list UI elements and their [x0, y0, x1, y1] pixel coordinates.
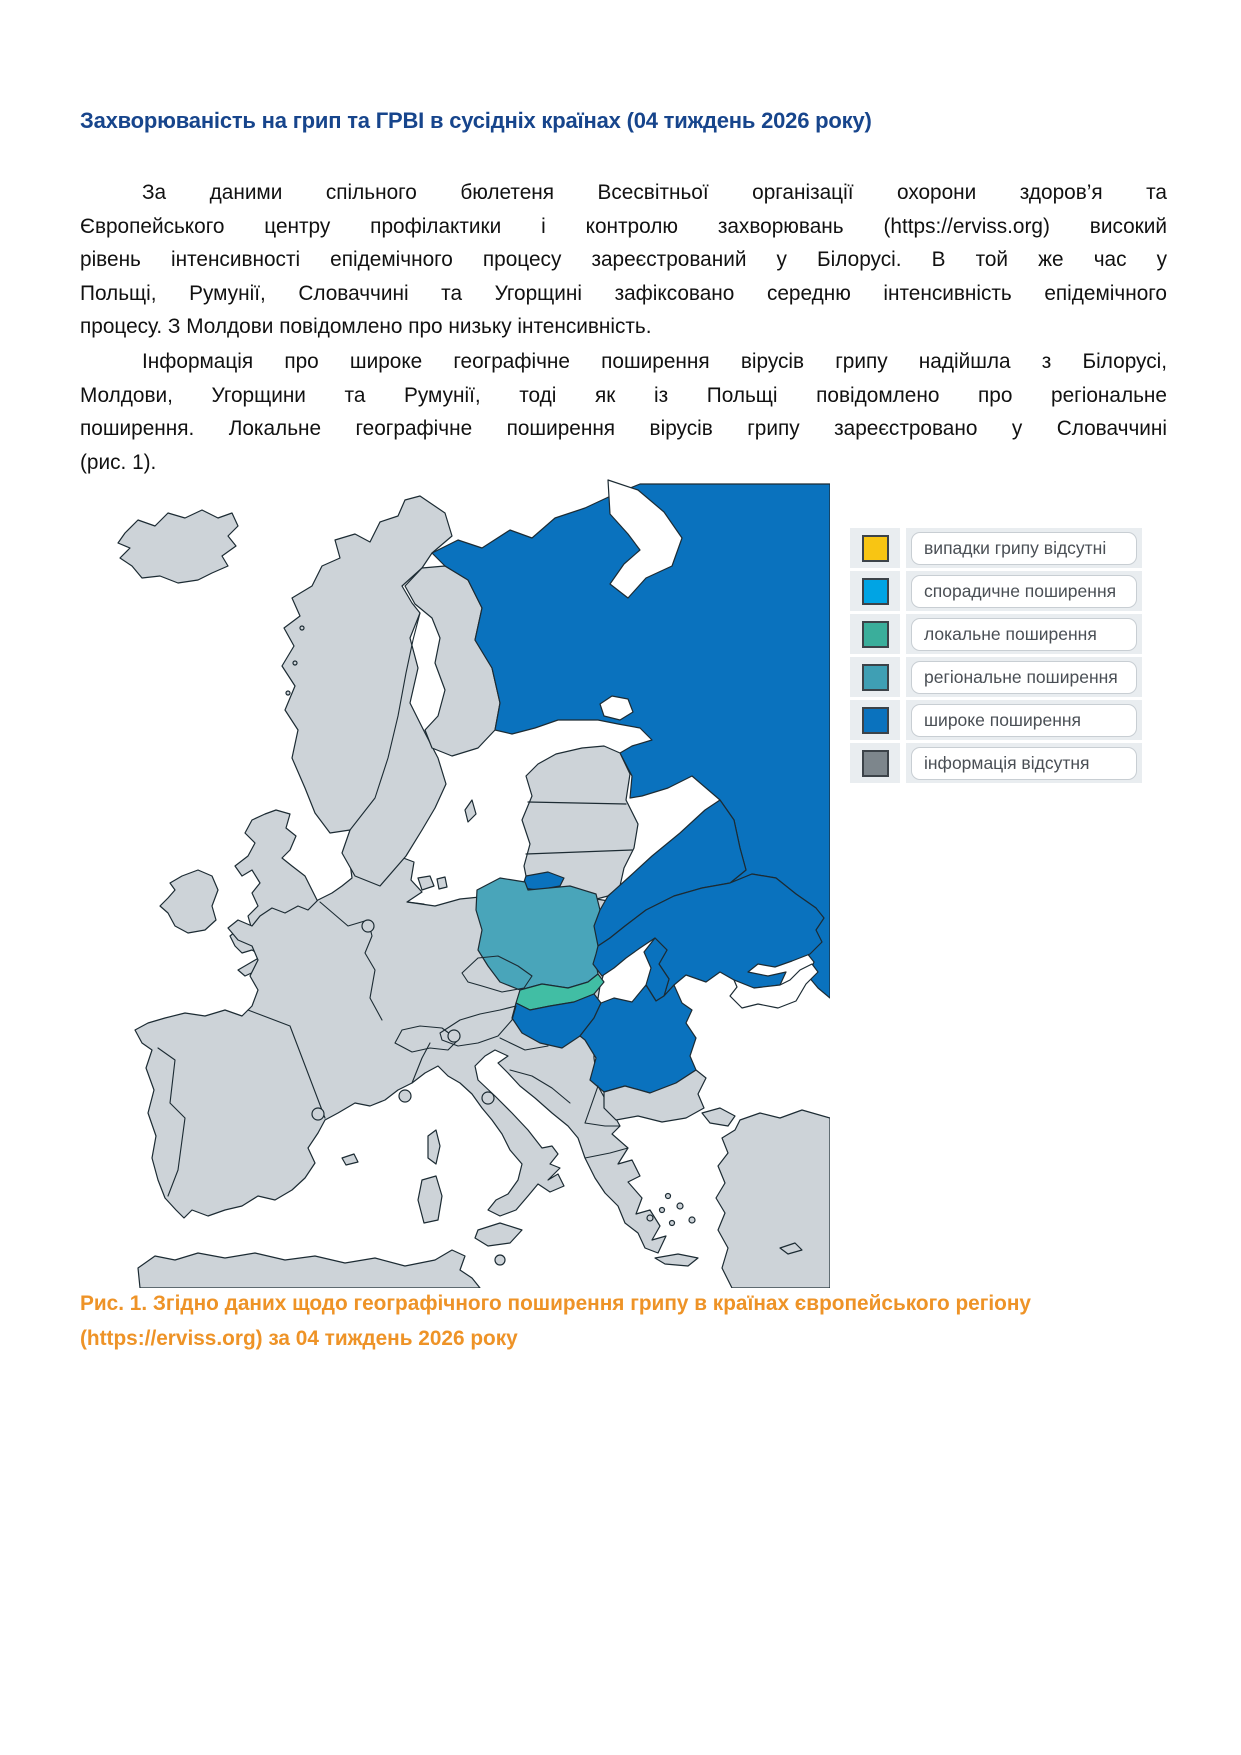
region-balearics: [342, 1154, 358, 1165]
region-sicily: [475, 1223, 522, 1246]
region-denmark-islands: [437, 877, 447, 889]
legend-label: інформація відсутня: [911, 747, 1137, 780]
legend-row: [850, 700, 1142, 740]
region-north-africa: [138, 1250, 480, 1288]
paragraph-line: (рис. 1).: [80, 450, 157, 474]
figure-caption: [80, 1286, 1167, 1356]
legend-label: випадки грипу відсутні: [911, 532, 1137, 565]
paragraph-line: Інформація про широке географічне поширення вірусів грипу надійшла з Білорусі,: [142, 350, 1167, 373]
region-iceland: [118, 510, 238, 583]
legend-row: [850, 657, 1142, 697]
region-turkey-thrace: [702, 1108, 735, 1126]
map-legend: [850, 528, 1142, 786]
figure-caption-line2: (https://erviss.org) за 04 тиждень 2026 року: [80, 1327, 518, 1350]
region-turkey: [716, 1110, 830, 1288]
legend-swatch-no-cases: [862, 535, 889, 562]
paragraph-line: Польщі, Румунії, Словаччині та Угорщині зафіксовано середню інтенсивність епідемічного: [80, 281, 1167, 305]
legend-row: [850, 571, 1142, 611]
paragraph-line: Європейського центру профілактики і контролю захворювань (https://erviss.org) високий: [80, 214, 1167, 238]
region-sardinia: [418, 1176, 442, 1223]
region-scandinavia: [282, 496, 452, 886]
legend-row: [850, 528, 1142, 568]
paragraph-line: За даними спільного бюлетеня Всесвітньої організації охорони здоров’я та: [142, 181, 1167, 204]
paragraph-line: поширення. Локальне географічне поширення вірусів грипу зареєстровано у Словаччині: [80, 417, 1167, 441]
legend-row: [850, 743, 1142, 783]
paragraph-line: рівень інтенсивності епідемічного процесу зареєстрований у Білорусі. В той же час у: [80, 248, 1167, 272]
legend-label: спорадичне поширення: [911, 575, 1137, 608]
map-figure: [80, 458, 1161, 1288]
region-corsica: [428, 1130, 440, 1164]
page-title: Захворюваність на грип та ГРВІ в сусідніх країнах (04 тиждень 2026 року): [80, 108, 872, 133]
legend-label: регіональне поширення: [911, 661, 1137, 694]
legend-swatch-no-info: [862, 750, 889, 777]
legend-label: широке поширення: [911, 704, 1137, 737]
region-ireland: [160, 870, 218, 933]
body-paragraph-1: [80, 176, 1167, 344]
legend-swatch-widespread: [862, 707, 889, 734]
region-crete: [655, 1254, 698, 1266]
region-gotland: [465, 800, 476, 822]
region-poland: [476, 878, 602, 990]
legend-swatch-sporadic: [862, 578, 889, 605]
region-denmark-islands: [418, 876, 434, 890]
europe-map: [80, 458, 830, 1288]
legend-row: [850, 614, 1142, 654]
legend-swatch-regional: [862, 664, 889, 691]
paragraph-line: процесу. З Молдови повідомлено про низьку інтенсивність.: [80, 315, 652, 339]
legend-swatch-local: [862, 621, 889, 648]
legend-label: локальне поширення: [911, 618, 1137, 651]
paragraph-line: Молдови, Угорщини та Румунії, тоді як із Польщі повідомлено про регіональне: [80, 383, 1167, 407]
figure-caption-line1: Рис. 1. Згідно даних щодо географічного поширення грипу в країнах європейського регіону: [80, 1292, 1032, 1315]
